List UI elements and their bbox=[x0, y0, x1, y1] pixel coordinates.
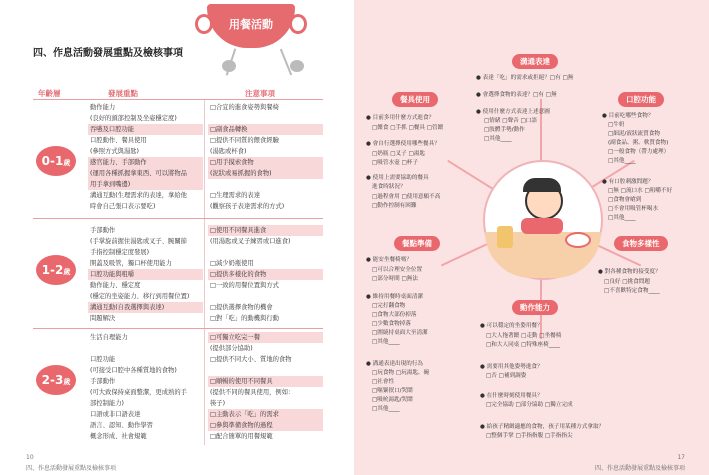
note-line: 筷子) bbox=[210, 400, 226, 407]
focus-line: (運用各種抓握拿東西、可以將物品 bbox=[88, 168, 203, 179]
plate-icon bbox=[565, 232, 591, 248]
text-line: ● 維持用餐時桌面清潔 bbox=[366, 294, 424, 300]
text-line: ● 可以穩定的坐姿用餐？ bbox=[480, 323, 543, 329]
page-footer: 四、作息活動發展重點及檢核事項 bbox=[26, 465, 117, 472]
focus-line: 問題解決 bbox=[90, 315, 116, 322]
focus-line: 口腔動作、餐具使用 bbox=[90, 137, 147, 144]
note-line: (泥狀或易抓握的食物) bbox=[208, 168, 323, 179]
focus-line: 口腔功能 bbox=[90, 356, 116, 363]
text-line: □細泥/液狀流質食物 bbox=[608, 131, 660, 137]
note-line: □主動表示「吃」的需求 bbox=[208, 409, 323, 420]
pill-variety: 食物多樣性 bbox=[614, 236, 668, 251]
left-page bbox=[0, 0, 354, 475]
age-badge-1-2: 1-2歲 bbox=[36, 255, 76, 285]
note-line: □提供多樣化的食物 bbox=[208, 269, 323, 280]
text-line: (副食品、粥、軟質食物) bbox=[608, 140, 669, 146]
note-line: □順暢的使用不同餐具 bbox=[208, 376, 323, 387]
text-line: □大人拖著餵 □走動 □坐餐椅 bbox=[486, 333, 562, 339]
text-line: □無 □流口水 □咀嚼不好 bbox=[608, 188, 673, 194]
note-line: (提供部分協助) bbox=[210, 345, 253, 352]
focus-line: 開蓋及吸管，獨口杯使用能力 bbox=[90, 260, 172, 267]
text-line: □嘔緊抿口/哭鬧 bbox=[372, 388, 413, 394]
text-line: □吸吮湯匙/哭鬧 bbox=[372, 397, 413, 403]
text-line: ● 給孩子精緻適應的食物，孩子用某種方式拿取？ bbox=[480, 424, 605, 430]
banner-title: 用餐活動 bbox=[229, 18, 273, 31]
center-illustration bbox=[483, 160, 603, 280]
note-line: (觀察孩子表達需求的方式) bbox=[210, 203, 285, 210]
text-line: ● 能安坐餐椅嗎？ bbox=[366, 257, 412, 263]
header-divider bbox=[33, 99, 323, 100]
focus-line: 溝通互動(自我選擇與表達) bbox=[88, 302, 203, 313]
text-line: ● 使用上需要協助的餐具 bbox=[366, 175, 429, 181]
text-line: □其他____ bbox=[608, 158, 636, 164]
text-line: □奶瓶 □叉子 □湯匙 bbox=[372, 151, 425, 157]
text-line: □可以合理安全位置 bbox=[372, 267, 423, 273]
text-line: □過程會用 □使用意願不高 bbox=[372, 194, 441, 200]
focus-line: 口腔功能與咀嚼 bbox=[88, 269, 203, 280]
text-line: □社會性 bbox=[372, 379, 395, 385]
note-line: □用手摸索食物 bbox=[208, 157, 323, 168]
note-line: (用湯匙或叉子練習或口進食) bbox=[210, 238, 291, 245]
header-focus: 發展重點 bbox=[108, 89, 138, 98]
focus-line: (良好的頭部控制及坐姿穩定度) bbox=[90, 115, 177, 122]
text-line: □圍繞持桌面大至清潔 bbox=[372, 330, 428, 336]
text-line: ● 需要用其他姿勢進食？ bbox=[480, 364, 543, 370]
text-line: □食物會嗆到 bbox=[608, 197, 642, 203]
age-badge-0-1: 0-1歲 bbox=[36, 146, 76, 176]
text-line: □不會用吸管杯喝水 bbox=[608, 206, 659, 212]
note-line: (湯匙或杯食) bbox=[210, 148, 247, 155]
text-line: □否 □補到調姿 bbox=[486, 373, 527, 379]
bowl-icon bbox=[521, 218, 563, 234]
note-line: □減少奶瓶使用 bbox=[210, 260, 254, 267]
bowl-banner bbox=[207, 4, 295, 48]
child-hair bbox=[523, 178, 561, 192]
text-line: □動作控制有困難 bbox=[372, 203, 417, 209]
pill-motor: 動作能力 bbox=[512, 300, 558, 315]
text-line: □和大人同桌 □特殊座椅____ bbox=[486, 342, 560, 348]
text-line: □吸管水壺 □杯子 bbox=[372, 160, 418, 166]
note-line: □對「吃」的動機與行動 bbox=[210, 315, 279, 322]
text-line: □完全協助 □部分協助 □獨立完成 bbox=[486, 402, 573, 408]
text-line: ● 溝通表達出現的行為 bbox=[366, 361, 424, 367]
note-line: □提供不同大小、質地的食物 bbox=[210, 356, 292, 363]
text-line: □整個手掌 □手指指腹 □手指指尖 bbox=[486, 433, 573, 439]
note-line: (提供不同的餐具使用，例如： bbox=[210, 389, 295, 396]
pill-utensils: 餐具使用 bbox=[392, 92, 438, 107]
fork-icon bbox=[290, 60, 304, 72]
cup-icon bbox=[497, 226, 513, 248]
focus-line: 溝通互動(生理需求的表達，拿給他 bbox=[90, 192, 187, 199]
text-line: ● 會選擇食物的表達？□有 □無 bbox=[476, 92, 557, 98]
focus-line: (穩定的坐姿能力、移行到用餐位置) bbox=[90, 293, 190, 300]
focus-line: (手掌旋前握住湯匙或叉子、腕關節 bbox=[90, 238, 187, 245]
text-line: □完打翻食物 bbox=[372, 303, 406, 309]
note-line: □可獨立吃完一餐 bbox=[208, 332, 323, 343]
focus-line: 口語或非口語表達 bbox=[90, 411, 141, 418]
text-line: □良好 □挑食問題 bbox=[604, 279, 650, 285]
pill-preparation: 餐點準備 bbox=[394, 236, 440, 251]
note-line: □參與準備食物的過程 bbox=[208, 420, 323, 431]
text-line: □牛奶 bbox=[608, 122, 625, 128]
page-number: 17 bbox=[677, 454, 685, 461]
text-line: □肢體手勢/動作 bbox=[484, 127, 525, 133]
focus-line: 手指控制穩定度發展) bbox=[90, 249, 150, 256]
note-line: □一致的用餐位置與方式 bbox=[210, 282, 279, 289]
focus-line: 動作能力、穩定度 bbox=[90, 282, 141, 289]
note-line: □提供不同質的餵食經驗 bbox=[210, 137, 279, 144]
note-line: □使用不同餐具進食 bbox=[208, 225, 323, 236]
focus-line: 手部動作 bbox=[90, 227, 116, 234]
text-line: □其他____ bbox=[372, 339, 400, 345]
text-line: □其他____ bbox=[484, 136, 512, 142]
focus-line: 時會自己張口表示要吃) bbox=[90, 203, 156, 210]
note-line: □副食品轉換 bbox=[208, 124, 323, 135]
header-age: 年齡層 bbox=[38, 89, 61, 98]
text-line: ● 對各種食物的接受度？ bbox=[598, 269, 661, 275]
text-line: ● 目前多用什麼方式進食？ bbox=[366, 115, 435, 121]
note-line: □生理需求的表達 bbox=[210, 192, 261, 199]
pill-communication: 溝通表達 bbox=[512, 54, 558, 69]
focus-line: 手部動作 bbox=[90, 378, 116, 385]
focus-line: (參照方式與湯匙) bbox=[90, 148, 139, 155]
focus-line: 吞嚥及口腔功能 bbox=[88, 124, 203, 135]
focus-line: 用手拿到嘴邊) bbox=[88, 179, 203, 190]
group-divider bbox=[33, 328, 323, 329]
focus-line: 生活自理能力 bbox=[90, 334, 128, 341]
page-number: 10 bbox=[26, 454, 34, 461]
focus-line: 概念形成、社會規範 bbox=[90, 433, 147, 440]
text-line: ● 使用什麼方式表達上述意圖 bbox=[476, 109, 550, 115]
text-line: □一般食物（帶力處理） bbox=[608, 149, 670, 155]
group-divider bbox=[33, 218, 323, 219]
text-line: ● 目前吃哪些食物？ bbox=[602, 113, 654, 119]
focus-line: (可大致保持桌面整潔，更成熟的手 bbox=[90, 389, 187, 396]
text-line: ● 有口腔刺激問題？ bbox=[602, 179, 654, 185]
focus-line: (可接受口腔中各種質地的食物) bbox=[90, 367, 177, 374]
text-line: □少數食物掉落 bbox=[372, 321, 411, 327]
focus-line: 部控制能力) bbox=[90, 400, 124, 407]
header-notes: 注意事項 bbox=[245, 89, 275, 98]
text-line: □食物大部份掉落 bbox=[372, 312, 417, 318]
text-line: ● 表達「吃」的需求或拒絕？□有 □無 bbox=[476, 75, 574, 81]
pill-oral: 口腔功能 bbox=[618, 92, 664, 107]
spoon-icon bbox=[222, 60, 236, 72]
age-badge-2-3: 2-3歲 bbox=[36, 365, 76, 395]
text-line: □情緒 □聲音 □口語 bbox=[484, 118, 537, 124]
text-line: □餵食 □手抓 □餐具 □管餵 bbox=[372, 125, 444, 131]
text-line: ● 會自行選擇使用哪些餐具？ bbox=[366, 141, 440, 147]
text-line: □部分時間 □無法 bbox=[372, 276, 418, 282]
text-line: □其他____ bbox=[372, 406, 400, 412]
focus-line: 語言、認知、動作學習 bbox=[90, 422, 153, 429]
focus-line: 感官能力、手部動作 bbox=[88, 157, 203, 168]
text-line: ● 在什麼時刻使用餐具？ bbox=[480, 393, 543, 399]
text-line: □玩食物 □玩湯匙、碗 bbox=[372, 370, 430, 376]
text-line: □不喜歡特定食物____ bbox=[604, 288, 660, 294]
note-line: □合宜的進食姿勢與餐椅 bbox=[210, 104, 279, 111]
section-title: 四、作息活動發展重點及檢核事項 bbox=[33, 48, 183, 59]
page-footer: 四、作息活動發展重點及檢核事項 bbox=[594, 465, 685, 472]
text-line: □其他____ bbox=[608, 215, 636, 221]
column-divider bbox=[204, 100, 205, 445]
note-line: □提供選擇食物的機會 bbox=[210, 304, 273, 311]
focus-line: 動作能力 bbox=[90, 104, 116, 111]
note-line: □配合簡單的用餐規範 bbox=[210, 433, 273, 440]
text-line: 進食時狀況？ bbox=[372, 184, 406, 190]
